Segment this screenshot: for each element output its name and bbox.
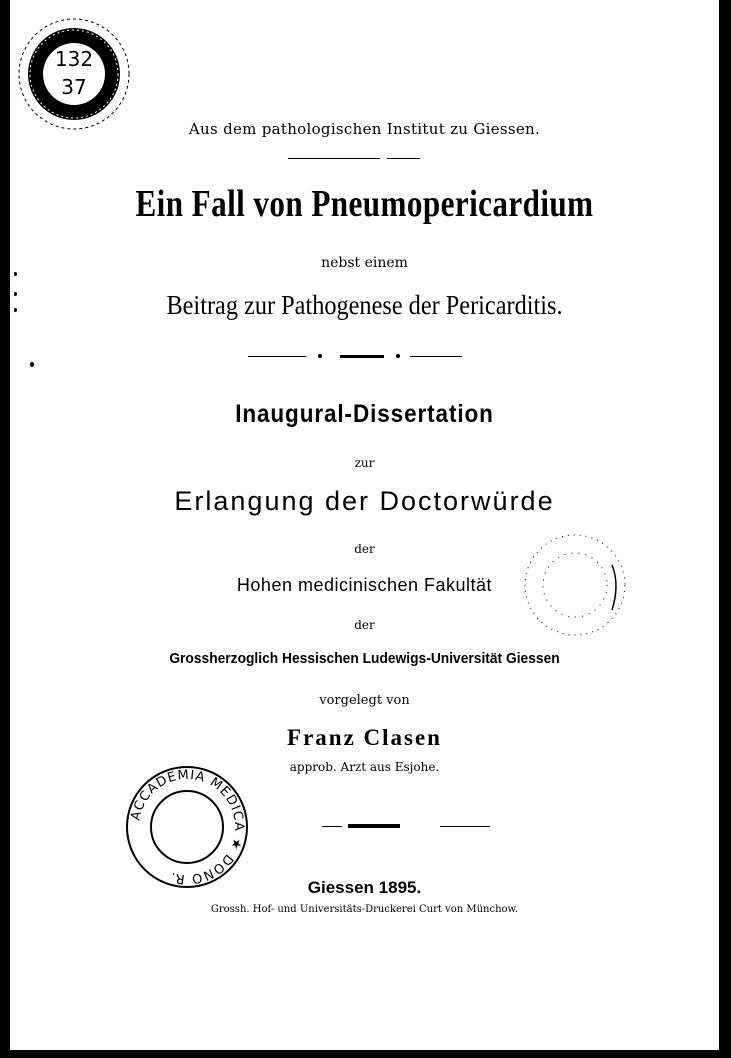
- margin-speck: [14, 272, 17, 276]
- institute-line: Aus dem pathologischen Institut zu Giessen.: [188, 120, 541, 138]
- library-stamp-number-top: 132: [54, 47, 94, 71]
- author-note: approb. Arzt aus Esjohe.: [289, 760, 440, 774]
- ornament-dot: [318, 354, 322, 358]
- right-scan-border: [719, 0, 731, 1058]
- purpose-line: Erlangung der Doctorwürde: [174, 486, 555, 516]
- faculty-line: Hohen medicinischen Fakultät: [236, 575, 493, 595]
- academy-stamp-text: ACCADEMIA MEDICA ★ DONO R.: [128, 767, 247, 887]
- dissertation-heading: Inaugural-Dissertation: [235, 400, 494, 428]
- ornament-center: [340, 355, 384, 358]
- zur-text: zur: [354, 456, 375, 470]
- author-name: Franz Clasen: [287, 725, 442, 750]
- ornament-dot: [396, 354, 400, 358]
- margin-speck: [14, 308, 17, 312]
- lower-ornament-center: [348, 824, 400, 828]
- der-text-1: der: [354, 542, 375, 556]
- margin-speck: [30, 362, 34, 367]
- main-title: Ein Fall von Pneumopericardium: [135, 183, 594, 225]
- place-and-year: Giessen 1895.: [307, 878, 422, 897]
- presented-by: vorgelegt von: [319, 693, 410, 708]
- rule-under-institute-short: [387, 158, 420, 159]
- subtitle: Beitrag zur Pathogenese der Pericarditis.: [166, 290, 563, 320]
- connector-text: nebst einem: [321, 255, 408, 271]
- margin-speck: [14, 292, 17, 296]
- svg-text:ACCADEMIA MEDICA ★ DONO R.: [128, 768, 246, 886]
- faint-stamp-icon: [520, 530, 630, 640]
- academy-stamp-icon: [122, 762, 252, 892]
- ornament-rule-right: [410, 356, 462, 357]
- library-stamp-icon: [14, 14, 134, 134]
- library-stamp-number-bottom: 37: [61, 75, 87, 99]
- bottom-scan-border: [0, 1050, 731, 1058]
- der-text-2: der: [354, 618, 375, 632]
- lower-ornament-right: [440, 826, 490, 827]
- printer-line: Grossh. Hof- und Universitäts-Druckerei Curt von Münchow.: [210, 904, 519, 915]
- lower-ornament-left: [322, 826, 342, 827]
- rule-under-institute: [288, 158, 380, 159]
- university-line: Grossherzoglich Hessischen Ludewigs-Universität Giessen: [169, 650, 560, 667]
- left-scan-border: [0, 0, 10, 1058]
- ornament-rule-left: [248, 356, 306, 357]
